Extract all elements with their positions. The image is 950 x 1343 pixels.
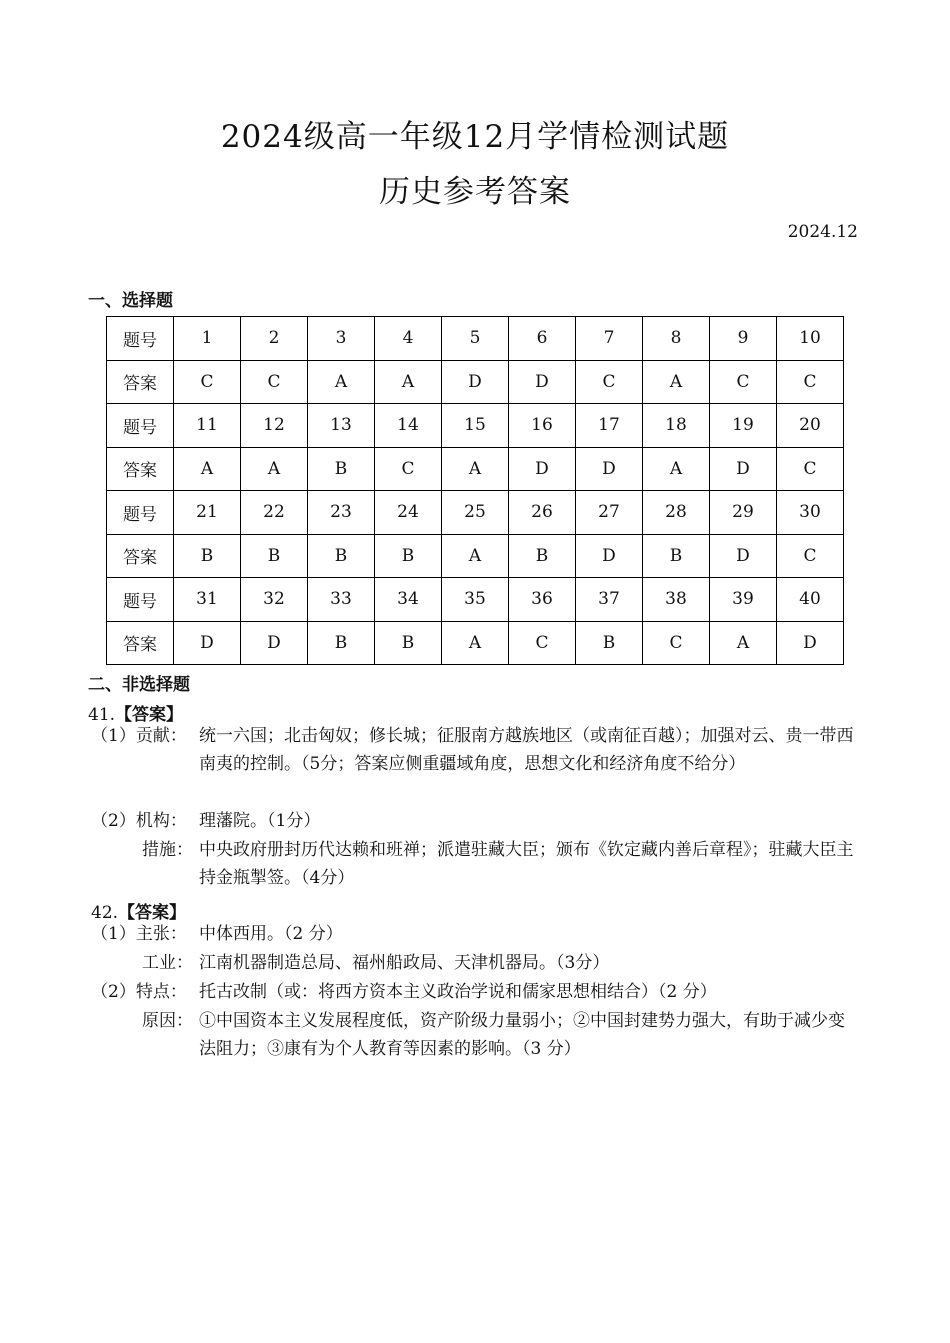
question-number-cell: 39	[710, 578, 777, 622]
question-number-cell: 38	[643, 578, 710, 622]
answer-cell: D	[576, 534, 643, 578]
q42-part3-text: 托古改制（或：将西方资本主义政治学说和儒家思想相结合）（2 分）	[199, 982, 717, 1002]
q41-part2-text: 理藩院。（1分）	[199, 811, 321, 831]
answer-cell: B	[308, 621, 375, 665]
question-number-cell: 7	[576, 317, 643, 361]
answer-cell: C	[375, 447, 442, 491]
question-number-cell: 19	[710, 404, 777, 448]
answer-cell: D	[777, 621, 844, 665]
question-number-cell: 32	[241, 578, 308, 622]
question-number-cell: 12	[241, 404, 308, 448]
row-label: 答案	[107, 621, 174, 665]
answer-row	[107, 447, 844, 491]
answer-cell: C	[777, 534, 844, 578]
answer-cell: A	[375, 360, 442, 404]
q41-part2-label: （2）机构：	[91, 811, 187, 831]
answer-cell: A	[442, 447, 509, 491]
q41-part1-label: （1）贡献：	[91, 726, 187, 746]
answer-cell: B	[241, 534, 308, 578]
answer-cell: C	[174, 360, 241, 404]
question-number-row	[107, 491, 844, 535]
document-date: 2024.12	[787, 222, 858, 242]
answer-tag: 【答案】	[118, 903, 187, 923]
question-number-cell: 10	[777, 317, 844, 361]
question-number-cell: 9	[710, 317, 777, 361]
question-number-cell: 28	[643, 491, 710, 535]
question-number-cell: 36	[509, 578, 576, 622]
answer-cell: B	[375, 621, 442, 665]
question-number-cell: 21	[174, 491, 241, 535]
answer-cell: D	[710, 447, 777, 491]
answer-cell: C	[643, 621, 710, 665]
answer-cell: C	[777, 360, 844, 404]
question-number-cell: 40	[777, 578, 844, 622]
question-number-cell: 35	[442, 578, 509, 622]
answer-cell: C	[710, 360, 777, 404]
question-number-cell: 20	[777, 404, 844, 448]
answer-cell: A	[241, 447, 308, 491]
row-label: 答案	[107, 534, 174, 578]
question-number: 42.	[91, 903, 119, 923]
question-number-cell: 5	[442, 317, 509, 361]
question-number: 41.	[88, 705, 116, 725]
question-number-cell: 6	[509, 317, 576, 361]
row-label: 题号	[107, 404, 174, 448]
answer-cell: B	[509, 534, 576, 578]
question-number-cell: 8	[643, 317, 710, 361]
answer-cell: D	[442, 360, 509, 404]
section-heading-choice: 一、选择题	[88, 291, 173, 311]
answer-cell: B	[643, 534, 710, 578]
q42-part1-text: 中体西用。（2 分）	[199, 924, 343, 944]
question-number-cell: 14	[375, 404, 442, 448]
question-number-row	[107, 317, 844, 361]
q42-part4-text: ①中国资本主义发展程度低，资产阶级力量弱小；②中国封建势力强大，有助于减少变法阻力；③康有为个人教育等因素的影响。（3 分）	[199, 1011, 845, 1059]
answer-tag: 【答案】	[115, 705, 184, 725]
q42-part4-label: 原因：	[142, 1011, 193, 1031]
question-number-cell: 31	[174, 578, 241, 622]
answer-cell: C	[576, 360, 643, 404]
q42-part3-label: （2）特点：	[91, 982, 187, 1002]
answer-cell: B	[174, 534, 241, 578]
question-number-cell: 3	[308, 317, 375, 361]
answer-cell: D	[241, 621, 308, 665]
row-label: 题号	[107, 491, 174, 535]
row-label: 题号	[107, 317, 174, 361]
answer-cell: D	[576, 447, 643, 491]
question-number-cell: 34	[375, 578, 442, 622]
answer-cell: C	[241, 360, 308, 404]
row-label: 答案	[107, 360, 174, 404]
question-number-cell: 24	[375, 491, 442, 535]
answer-cell: B	[308, 447, 375, 491]
answer-cell: A	[308, 360, 375, 404]
answer-row	[107, 534, 844, 578]
question-number-cell: 16	[509, 404, 576, 448]
answer-cell: A	[710, 621, 777, 665]
question-number-cell: 25	[442, 491, 509, 535]
question-number-row	[107, 404, 844, 448]
question-number-cell: 22	[241, 491, 308, 535]
q42-part1-label: （1）主张：	[91, 924, 187, 944]
answer-cell: D	[509, 447, 576, 491]
row-label: 答案	[107, 447, 174, 491]
question-number-cell: 18	[643, 404, 710, 448]
question-number-cell: 11	[174, 404, 241, 448]
q41-part1-text: 统一六国；北击匈奴；修长城；征服南方越族地区（或南征百越）；加强对云、贵一带西南夷的控制。（5分；答案应侧重疆域角度，思想文化和经济角度不给分）	[199, 726, 854, 774]
answer-cell: A	[643, 447, 710, 491]
answer-table	[106, 316, 844, 665]
answer-cell: D	[174, 621, 241, 665]
q41-part3-text: 中央政府册封历代达赖和班禅；派遣驻藏大臣；颁布《钦定藏内善后章程》；驻藏大臣主持金瓶掣签。（4分）	[199, 840, 854, 888]
question-number-cell: 30	[777, 491, 844, 535]
answer-cell: A	[442, 534, 509, 578]
question-number-cell: 1	[174, 317, 241, 361]
q42-part2-label: 工业：	[142, 953, 193, 973]
answer-cell: B	[576, 621, 643, 665]
question-number-cell: 23	[308, 491, 375, 535]
q41-part3-label: 措施：	[142, 840, 193, 860]
answer-cell: B	[308, 534, 375, 578]
question-number-cell: 33	[308, 578, 375, 622]
answer-cell: A	[174, 447, 241, 491]
answer-cell: A	[643, 360, 710, 404]
question-number-cell: 26	[509, 491, 576, 535]
answer-row	[107, 621, 844, 665]
q42-part2-text: 江南机器制造总局、福州船政局、天津机器局。（3分）	[199, 953, 610, 973]
question-number-cell: 37	[576, 578, 643, 622]
answer-cell: C	[777, 447, 844, 491]
question-number-row	[107, 578, 844, 622]
answer-cell: D	[509, 360, 576, 404]
question-number-cell: 2	[241, 317, 308, 361]
question-number-cell: 4	[375, 317, 442, 361]
page-title: 2024级高一年级12月学情检测试题	[220, 119, 730, 155]
page-subtitle: 历史参考答案	[379, 174, 571, 210]
answer-cell: B	[375, 534, 442, 578]
answer-cell: C	[509, 621, 576, 665]
row-label: 题号	[107, 578, 174, 622]
answer-row	[107, 360, 844, 404]
question-number-cell: 13	[308, 404, 375, 448]
question-number-cell: 29	[710, 491, 777, 535]
question-number-cell: 17	[576, 404, 643, 448]
question-number-cell: 15	[442, 404, 509, 448]
answer-cell: D	[710, 534, 777, 578]
section-heading-nonchoice: 二、非选择题	[88, 675, 190, 695]
question-number-cell: 27	[576, 491, 643, 535]
answer-cell: A	[442, 621, 509, 665]
